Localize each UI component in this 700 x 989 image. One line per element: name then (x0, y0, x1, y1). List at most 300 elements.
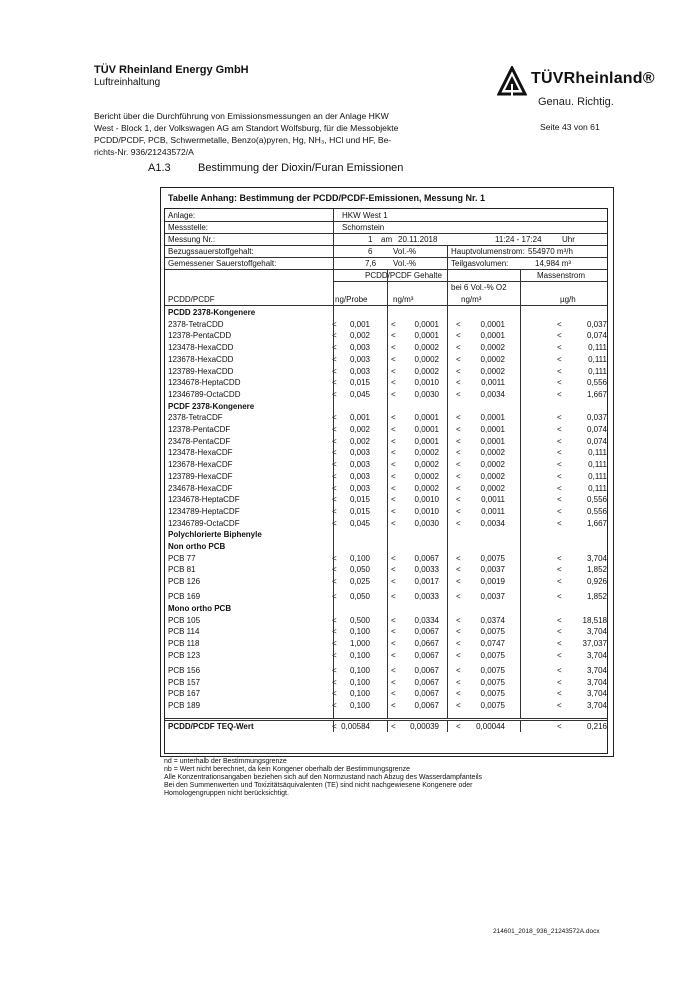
congener-name: 2378-TetraCDF (168, 413, 223, 423)
congener-name: 123789-HexaCDF (168, 471, 233, 481)
footnote: Bei den Summenwerten und Toxizitätsäquivalenten (TE) sind nicht nachgewiesene Kongenere oder (164, 782, 473, 789)
anlage-value: HKW West 1 (342, 211, 388, 220)
table-rule (333, 269, 334, 305)
less-than-sign: < (391, 639, 396, 649)
table-cell-value: 0,074 (586, 436, 607, 446)
department: Luftreinhaltung (94, 77, 161, 88)
less-than-sign: < (391, 378, 396, 388)
messung-label: Messung Nr.: (168, 235, 216, 244)
less-than-sign: < (332, 331, 337, 341)
table-cell-value: 0,0010 (414, 506, 439, 516)
less-than-sign: < (557, 425, 562, 434)
footnote: nd = unterhalb der Bestimmungsgrenze (164, 758, 287, 765)
less-than-sign: < (332, 389, 337, 399)
less-than-sign: < (456, 460, 461, 470)
less-than-sign: < (557, 518, 562, 528)
table-cell-value: 0,0002 (414, 366, 439, 376)
table-cell-value: 0,0001 (414, 436, 439, 446)
less-than-sign: < (456, 389, 461, 399)
less-than-sign: < (456, 565, 461, 575)
messung-am: am (381, 235, 393, 244)
table-rule (520, 269, 521, 305)
less-than-sign: < (332, 666, 337, 675)
table-rule (165, 718, 607, 719)
less-than-sign: < (391, 343, 396, 353)
congener-name: PCB 157 (168, 677, 201, 687)
less-than-sign: < (557, 701, 562, 711)
table-cell-value: 0,015 (349, 495, 370, 505)
less-than-sign: < (456, 495, 461, 505)
table-cell-value: 0,015 (349, 378, 370, 388)
table-cell-value: 0,0017 (414, 577, 439, 587)
table-cell-value: 0,037 (586, 413, 607, 423)
table-cell-value: 0,0010 (414, 495, 439, 505)
congener-name: PCB 123 (168, 650, 201, 660)
table-cell-value: 0,100 (349, 666, 370, 675)
less-than-sign: < (456, 721, 461, 731)
less-than-sign: < (391, 553, 396, 563)
table-cell-value: 0,0001 (480, 331, 505, 341)
less-than-sign: < (332, 592, 337, 602)
less-than-sign: < (391, 319, 396, 329)
table-title: Tabelle Anhang: Bestimmung der PCDD/PCDF-Emissionen, Messung Nr. 1 (168, 193, 486, 203)
less-than-sign: < (456, 592, 461, 602)
table-group-header: PCDD 2378-Kongenere (168, 308, 256, 317)
bezug-value: 6 (368, 247, 373, 256)
header-gehalte: PCDD/PCDF Gehalte (365, 271, 442, 280)
less-than-sign: < (391, 650, 396, 660)
less-than-sign: < (391, 721, 396, 731)
table-cell-value: 0,0001 (480, 413, 505, 423)
teq-total-label: PCDD/PCDF TEQ-Wert (168, 721, 254, 731)
anlage-label: Anlage: (168, 211, 196, 220)
less-than-sign: < (332, 677, 337, 687)
less-than-sign: < (391, 518, 396, 528)
congener-name: 123789-HexaCDD (168, 366, 234, 376)
less-than-sign: < (391, 577, 396, 587)
table-cell-value: 0,0067 (414, 650, 439, 660)
logo-wordmark: TÜVRheinland® (531, 70, 655, 87)
table-cell-value: 0,0001 (480, 425, 505, 434)
less-than-sign: < (332, 471, 337, 481)
congener-name: 12378-PentaCDF (168, 425, 231, 434)
table-cell-value: 0,003 (349, 354, 370, 364)
congener-name: PCB 105 (168, 615, 201, 625)
table-rule (447, 305, 448, 718)
table-rule (387, 720, 388, 732)
table-cell-value: 0,002 (349, 425, 370, 434)
less-than-sign: < (557, 615, 562, 625)
messung-uhr: Uhr (562, 235, 575, 244)
less-than-sign: < (391, 506, 396, 516)
table-cell-value: 3,704 (586, 701, 607, 711)
congener-name: 1234789-HeptaCDF (168, 506, 240, 516)
table-cell-value: 18,518 (582, 615, 607, 625)
less-than-sign: < (391, 389, 396, 399)
less-than-sign: < (557, 639, 562, 649)
gemessen-value: 7,6 (365, 259, 377, 268)
less-than-sign: < (456, 615, 461, 625)
table-cell-value: 0,045 (349, 389, 370, 399)
less-than-sign: < (456, 518, 461, 528)
table-cell-value: 37,037 (582, 639, 607, 649)
less-than-sign: < (391, 689, 396, 699)
table-cell-value: 0,0067 (414, 627, 439, 637)
gemessen-label: Gemessener Sauerstoffgehalt: (168, 259, 277, 268)
less-than-sign: < (391, 615, 396, 625)
table-cell-value: 3,704 (586, 689, 607, 699)
footnote: Alle Konzentrationsangaben beziehen sich auf den Normzustand nach Abzug des Wasserdampfanteils (164, 774, 483, 781)
less-than-sign: < (557, 721, 562, 731)
table-cell-value: 1,852 (586, 592, 607, 602)
less-than-sign: < (557, 378, 562, 388)
table-cell-value: 0,0001 (480, 319, 505, 329)
table-cell-value: 0,0002 (414, 471, 439, 481)
table-cell-value: 0,111 (588, 343, 607, 353)
table-cell-value: 0,0030 (414, 518, 439, 528)
less-than-sign: < (391, 448, 396, 458)
document-id: 214601_2018_936_21243572A.docx (493, 928, 600, 935)
table-cell-value: 0,0075 (480, 689, 505, 699)
table-cell-value: 0,926 (586, 577, 607, 587)
emissions-table (164, 208, 608, 754)
table-cell-value: 0,111 (588, 366, 607, 376)
less-than-sign: < (557, 413, 562, 423)
table-cell-value: 0,002 (349, 436, 370, 446)
table-cell-value: 0,0075 (480, 666, 505, 675)
table-cell-value: 0,0747 (480, 639, 505, 649)
table-cell-value: 0,003 (349, 343, 370, 353)
table-cell-value: 0,050 (349, 565, 370, 575)
table-cell-value: 3,704 (586, 553, 607, 563)
table-rule (165, 305, 607, 306)
table-cell-value: 0,050 (349, 592, 370, 602)
congener-name: 23478-PentaCDF (168, 436, 231, 446)
table-group-header: Polychlorierte Biphenyle (168, 530, 262, 540)
less-than-sign: < (557, 319, 562, 329)
less-than-sign: < (332, 448, 337, 458)
table-cell-value: 0,500 (349, 615, 370, 625)
less-than-sign: < (557, 650, 562, 660)
table-group-header: Non ortho PCB (168, 542, 226, 551)
less-than-sign: < (391, 331, 396, 341)
table-cell-value: 0,003 (349, 448, 370, 458)
less-than-sign: < (557, 592, 562, 602)
less-than-sign: < (332, 650, 337, 660)
table-cell-value: 0,0667 (414, 639, 439, 649)
table-cell-value: 3,704 (586, 666, 607, 675)
less-than-sign: < (332, 701, 337, 711)
less-than-sign: < (456, 627, 461, 637)
table-cell-value: 0,0011 (481, 378, 505, 388)
less-than-sign: < (557, 460, 562, 470)
table-cell-value: 0,111 (588, 483, 607, 493)
congener-name: PCB 118 (168, 639, 200, 649)
table-cell-value: 0,025 (349, 577, 370, 587)
footnote: Homologengruppen nicht berücksichtigt. (164, 790, 289, 797)
less-than-sign: < (456, 483, 461, 493)
page-number: Seite 43 von 61 (540, 122, 600, 132)
less-than-sign: < (456, 471, 461, 481)
table-rule (333, 233, 334, 269)
hauptvol-label: Hauptvolumenstrom: (451, 247, 525, 256)
congener-name: 1234678-HeptaCDD (168, 378, 241, 388)
less-than-sign: < (332, 413, 337, 423)
table-cell-value: 0,001 (349, 319, 370, 329)
table-rule (165, 245, 607, 246)
messung-nr: 1 (368, 235, 373, 244)
section-number: A1.3 (148, 162, 171, 174)
congener-name: PCB 77 (168, 553, 196, 563)
table-cell-value: 0,0037 (480, 565, 505, 575)
table-cell-value: 1,667 (586, 389, 607, 399)
congener-name: PCB 126 (168, 577, 201, 587)
table-rule (165, 720, 607, 721)
less-than-sign: < (391, 413, 396, 423)
less-than-sign: < (332, 495, 337, 505)
table-cell-value: 0,0067 (414, 553, 439, 563)
table-cell-value: 0,0002 (480, 483, 505, 493)
table-rule (520, 720, 521, 732)
less-than-sign: < (391, 460, 396, 470)
header-unit-ug-h: µg/h (560, 295, 576, 304)
table-cell-value: 0,0002 (414, 448, 439, 458)
table-cell-value: 0,003 (349, 483, 370, 493)
table-rule (333, 720, 334, 732)
teilgas-label: Teilgasvolumen: (451, 259, 509, 268)
table-rule (333, 209, 334, 233)
table-cell-value: 0,0037 (480, 592, 505, 602)
congener-name: 123478-HexaCDF (168, 448, 233, 458)
teq-total-value: 0,00039 (410, 721, 439, 731)
less-than-sign: < (332, 639, 337, 649)
less-than-sign: < (391, 471, 396, 481)
table-rule (447, 720, 448, 732)
table-rule (165, 221, 607, 222)
less-than-sign: < (456, 425, 461, 434)
table-rule (447, 269, 448, 305)
table-cell-value: 0,0033 (414, 565, 439, 575)
less-than-sign: < (456, 677, 461, 687)
table-cell-value: 0,0002 (480, 343, 505, 353)
less-than-sign: < (557, 677, 562, 687)
table-rule (447, 245, 448, 269)
header-unit-ng-m3: ng/m³ (393, 295, 414, 304)
table-cell-value: 0,0001 (414, 319, 439, 329)
less-than-sign: < (332, 354, 337, 364)
messstelle-label: Messstelle: (168, 223, 209, 232)
less-than-sign: < (332, 343, 337, 353)
less-than-sign: < (557, 448, 562, 458)
messung-time: 11:24 - 17:24 (495, 235, 542, 244)
table-cell-value: 0,003 (349, 460, 370, 470)
table-rule (333, 305, 334, 718)
less-than-sign: < (391, 495, 396, 505)
less-than-sign: < (557, 553, 562, 563)
less-than-sign: < (332, 366, 337, 376)
table-cell-value: 0,0002 (414, 460, 439, 470)
table-cell-value: 0,0334 (414, 615, 439, 625)
less-than-sign: < (456, 343, 461, 353)
less-than-sign: < (391, 677, 396, 687)
table-cell-value: 0,002 (349, 331, 370, 341)
report-line: West - Block 1, der Volkswagen AG am Standort Wolfsburg, für die Messobjekte (94, 123, 399, 133)
table-rule (333, 281, 607, 282)
less-than-sign: < (456, 639, 461, 649)
table-cell-value: 1,667 (586, 518, 607, 528)
less-than-sign: < (391, 354, 396, 364)
bezug-label: Bezugssauerstoffgehalt: (168, 247, 254, 256)
table-rule (387, 269, 388, 305)
less-than-sign: < (557, 331, 562, 341)
less-than-sign: < (557, 389, 562, 399)
table-cell-value: 0,0033 (414, 592, 439, 602)
less-than-sign: < (557, 354, 562, 364)
table-cell-value: 0,556 (586, 506, 607, 516)
less-than-sign: < (557, 483, 562, 493)
table-cell-value: 0,0002 (414, 483, 439, 493)
table-cell-value: 0,556 (586, 495, 607, 505)
company-name: TÜV Rheinland Energy GmbH (94, 64, 249, 76)
table-cell-value: 0,0075 (480, 650, 505, 660)
table-rule (387, 305, 388, 718)
less-than-sign: < (557, 495, 562, 505)
less-than-sign: < (456, 366, 461, 376)
teilgas-value: 14,984 m³ (535, 259, 572, 268)
less-than-sign: < (332, 460, 337, 470)
congener-name: PCB 189 (168, 701, 201, 711)
less-than-sign: < (557, 506, 562, 516)
less-than-sign: < (332, 319, 337, 329)
footnote: nb = Wert nicht berechnet, da kein Kongener oberhalb der Bestimmungsgrenze (164, 766, 410, 773)
table-cell-value: 0,111 (588, 460, 607, 470)
table-cell-value: 0,0002 (480, 460, 505, 470)
less-than-sign: < (332, 483, 337, 493)
congener-name: 1234678-HeptaCDF (168, 495, 240, 505)
congener-name: PCB 167 (168, 689, 201, 699)
less-than-sign: < (391, 701, 396, 711)
table-rule (165, 269, 607, 270)
less-than-sign: < (456, 436, 461, 446)
table-cell-value: 0,0002 (414, 343, 439, 353)
congener-name: PCB 81 (168, 565, 196, 575)
table-cell-value: 0,0010 (414, 378, 439, 388)
table-cell-value: 0,0002 (480, 366, 505, 376)
less-than-sign: < (391, 483, 396, 493)
congener-name: 12346789-OctaCDF (168, 518, 240, 528)
bezug-unit: Vol.-% (393, 247, 417, 256)
table-cell-value: 0,037 (586, 319, 607, 329)
table-cell-value: 0,111 (588, 471, 607, 481)
less-than-sign: < (332, 565, 337, 575)
less-than-sign: < (391, 666, 396, 675)
less-than-sign: < (332, 615, 337, 625)
less-than-sign: < (456, 553, 461, 563)
teq-total-value: 0,00044 (476, 721, 505, 731)
table-cell-value: 0,0011 (481, 495, 505, 505)
report-description (94, 110, 434, 158)
section-title: Bestimmung der Dioxin/Furan Emissionen (198, 162, 404, 174)
table-cell-value: 0,0075 (480, 627, 505, 637)
header-unit-ng-m3-o2: ng/m³ (461, 295, 482, 304)
teq-total-value: 0,00584 (341, 721, 370, 731)
table-rule (165, 233, 607, 234)
less-than-sign: < (456, 666, 461, 675)
table-cell-value: 0,045 (349, 518, 370, 528)
less-than-sign: < (456, 577, 461, 587)
table-cell-value: 0,0030 (414, 389, 439, 399)
messstelle-value: Schornstein (342, 223, 385, 232)
less-than-sign: < (557, 627, 562, 637)
less-than-sign: < (332, 378, 337, 388)
table-group-header: PCDF 2378-Kongenere (168, 401, 255, 411)
header-unit-ng-probe: ng/Probe (335, 295, 368, 304)
table-cell-value: 0,015 (349, 506, 370, 516)
table-cell-value: 0,003 (349, 471, 370, 481)
table-cell-value: 0,0075 (480, 677, 505, 687)
table-cell-value: 0,0002 (414, 354, 439, 364)
teq-total-value: 0,216 (586, 721, 607, 731)
less-than-sign: < (456, 506, 461, 516)
messung-date: 20.11.2018 (398, 235, 438, 244)
table-cell-value: 0,0001 (414, 413, 439, 423)
congener-name: PCB 156 (168, 666, 201, 675)
table-cell-value: 0,100 (349, 689, 370, 699)
table-cell-value: 0,0067 (414, 666, 439, 675)
table-cell-value: 0,074 (586, 331, 607, 341)
less-than-sign: < (557, 689, 562, 699)
less-than-sign: < (332, 689, 337, 699)
less-than-sign: < (557, 565, 562, 575)
less-than-sign: < (332, 577, 337, 587)
less-than-sign: < (391, 592, 396, 602)
table-cell-value: 0,111 (588, 354, 607, 364)
less-than-sign: < (456, 689, 461, 699)
less-than-sign: < (332, 506, 337, 516)
congener-name: PCB 169 (168, 592, 201, 602)
report-line: Bericht über die Durchführung von Emissionsmessungen an der Anlage HKW (94, 111, 389, 121)
table-cell-value: 0,0019 (480, 577, 505, 587)
header-massenstrom: Massenstrom (537, 271, 586, 280)
less-than-sign: < (391, 425, 396, 434)
less-than-sign: < (332, 627, 337, 637)
table-cell-value: 0,0002 (480, 471, 505, 481)
table-cell-value: 0,0075 (480, 701, 505, 711)
less-than-sign: < (557, 666, 562, 675)
table-cell-value: 3,704 (586, 627, 607, 637)
hauptvol-value: 554970 m³/h (528, 247, 573, 256)
less-than-sign: < (456, 448, 461, 458)
table-cell-value: 0,0011 (481, 506, 505, 516)
header-pcdd-pcdf: PCDD/PCDF (168, 295, 215, 304)
table-cell-value: 0,0067 (414, 701, 439, 711)
congener-name: 123478-HexaCDD (168, 343, 234, 353)
congener-name: 2378-TetraCDD (168, 319, 224, 329)
table-cell-value: 0,100 (349, 650, 370, 660)
less-than-sign: < (557, 366, 562, 376)
less-than-sign: < (456, 378, 461, 388)
table-cell-value: 0,001 (349, 413, 370, 423)
table-cell-value: 0,0067 (414, 677, 439, 687)
table-cell-value: 0,0001 (414, 425, 439, 434)
table-cell-value: 0,556 (586, 378, 607, 388)
report-line: PCDD/PCDF, PCB, Schwermetalle, Benzo(a)pyren, Hg, NH₃, HCl und HF, Be- (94, 135, 392, 145)
less-than-sign: < (332, 436, 337, 446)
table-rule (165, 257, 607, 258)
congener-name: 12378-PentaCDD (168, 331, 232, 341)
table-group-header: Mono ortho PCB (168, 604, 232, 613)
less-than-sign: < (391, 366, 396, 376)
